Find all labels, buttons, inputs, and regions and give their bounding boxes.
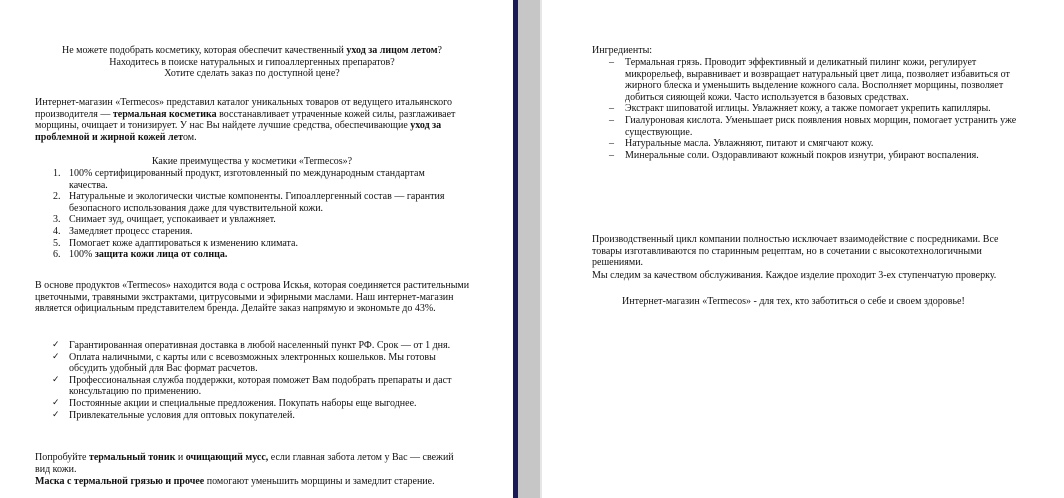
paragraph-catalog: Интернет-магазин «Termecos» представил каталог уникальных товаров от ведущего итальянского производителя — термальная косметика восстанавливает утраченные кожей силы, разглаживает морщины, очищает и тонизирует. У нас Вы найдете лучшие средства, обеспечивающие уход за проблемной и жирной кожей летом. xyxy=(35,97,456,143)
check-icon: ✓ xyxy=(52,374,60,385)
benefits-checklist xyxy=(35,340,465,421)
ingredients-heading: Ингредиенты: xyxy=(592,45,653,56)
paragraph-tonic: Попробуйте термальный тоник и очищающий мусс, если главная забота летом у Вас — свежий вид кожи. xyxy=(35,452,454,475)
check-icon: ✓ xyxy=(52,340,60,350)
list-item: 1. 100% сертифицированный продукт, изготовленный по международным стандартам качества. xyxy=(53,168,425,191)
list-item: – Экстракт шиповатой иглицы. Увлажняет кожу, а также помогает укрепить капилляры. xyxy=(609,103,991,115)
list-item: ✓ Постоянные акции и специальные предложения. Покупать наборы еще выгоднее. xyxy=(52,397,417,409)
paragraph-ischia-water: В основе продуктов «Termecos» находится вода с острова Искья, которая соединяется растительными цветочными, травяными экстрактами, цитрусовыми и эфирными маслами. Наш интернет-магазин является официальным представителем бренда. Делайте заказ напрямую и экономьте до 43%. xyxy=(35,280,470,315)
closing-line: Интернет-магазин «Termecos» - для тех, кто заботиться о себе и своем здоровье! xyxy=(622,296,965,307)
advantages-heading: Какие преимущества у косметики «Termecos»? xyxy=(151,156,353,167)
paragraph-quality: Мы следим за качеством обслуживания. Каждое изделие проходит 3-ех ступенчатую проверку. xyxy=(592,270,997,281)
ingredients-list xyxy=(592,57,1020,161)
list-item: – Термальная грязь. Проводит эффективный и деликатный пилинг кожи, регулирует микрорельеф, выравнивает и возвращает натуральный цвет лица, позволяет избавиться от жирного блеска и уменьшить выделение кожного сала. Восполняет морщины, позволяет добиться сияющей кожи. Часто используется в базовых средствах. xyxy=(609,57,1010,103)
paragraph-production: Производственный цикл компании полностью исключает взаимодействие с посредниками. Все товары изготавливаются по старинным рецептам, но в сочетании с высокотехнологичными решениями. xyxy=(592,234,999,269)
document-page-right xyxy=(542,0,1064,498)
list-item: – Гиалуроновая кислота. Уменьшает риск появления новых морщин, помогает устранить уже существующие. xyxy=(609,114,1017,138)
intro-line-3: Хотите сделать заказ по доступной цене? xyxy=(164,68,340,80)
list-item: 5. Помогает коже адаптироваться к изменению климата. xyxy=(53,237,298,249)
paragraph-mask: Маска с термальной грязью и прочее помогают уменьшить морщины и замедлит старение. xyxy=(35,476,435,487)
list-item: 6. 100% защита кожи лица от солнца. xyxy=(53,249,228,261)
check-icon: ✓ xyxy=(52,409,60,420)
list-item: ✓ Оплата наличными, с карты или с всевозможных электронных кошельков. Мы готовы обсудить удобный для Вас формат расчетов. xyxy=(52,351,436,375)
page-gutter xyxy=(513,0,542,498)
document-page-left xyxy=(0,0,513,498)
list-item: ✓ Привлекательные условия для оптовых покупателей. xyxy=(52,409,295,421)
list-item: ✓ Гарантированная оперативная доставка в любой населенный пункт РФ. Срок — от 1 дня. xyxy=(52,340,451,351)
list-item: ✓ Профессиональная служба поддержки, которая поможет Вам подобрать препараты и даст консультацию по применению. xyxy=(52,374,452,398)
advantages-list xyxy=(35,168,460,261)
list-item: – Минеральные соли. Оздоравливают кожный покров изнутри, убирают воспаления. xyxy=(609,149,979,161)
list-item: 3. Снимает зуд, очищает, успокаивает и увлажняет. xyxy=(53,214,276,226)
list-item: – Натуральные масла. Увлажняют, питают и смягчают кожу. xyxy=(609,138,874,150)
check-icon: ✓ xyxy=(52,397,60,408)
intro-line-1: Не можете подобрать косметику, которая обеспечит качественный уход за лицом летом? xyxy=(62,45,442,56)
intro-line-2: Находитесь в поиске натуральных и гипоаллергенных препаратов? xyxy=(109,56,395,68)
list-item: 4. Замедляет процесс старения. xyxy=(53,225,193,237)
list-item: 2. Натуральные и экологически чистые компоненты. Гипоаллергенный состав — гарантия безопасного использования даже для чувствительной кожи. xyxy=(53,191,445,214)
check-icon: ✓ xyxy=(52,351,60,362)
intro-questions xyxy=(36,45,468,80)
